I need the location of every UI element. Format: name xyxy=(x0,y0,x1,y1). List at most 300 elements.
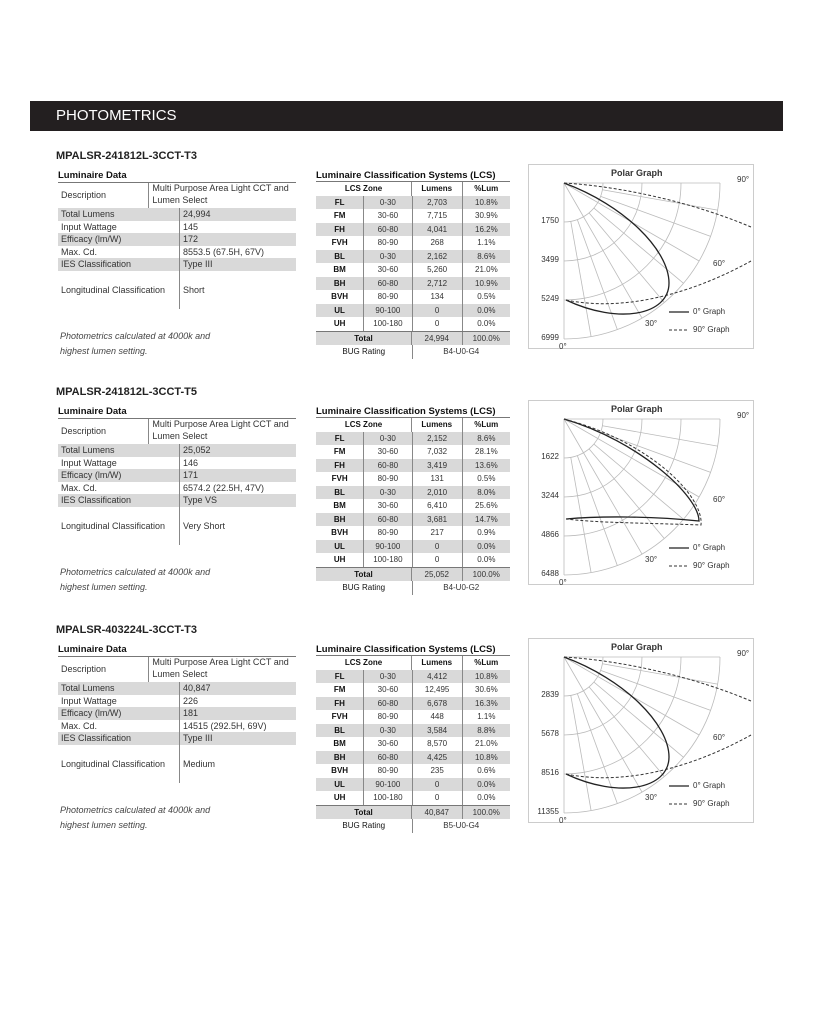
lcs-cell: 0 xyxy=(412,553,462,567)
lcs-row xyxy=(316,764,510,778)
lcs-cell: BM xyxy=(316,737,364,751)
lcs-cell: BVH xyxy=(316,764,364,778)
lcs-header-row xyxy=(316,418,510,432)
bug-rating-row xyxy=(316,345,510,359)
curve-0-deg xyxy=(564,183,669,314)
lcs-cell: 0.0% xyxy=(462,791,510,805)
legend-90-label: 90° Graph xyxy=(693,561,730,570)
polar-spoke xyxy=(602,426,717,446)
lcs-cell: BL xyxy=(316,486,364,500)
curve-0-deg xyxy=(564,657,669,788)
total-lumens: 24,994 xyxy=(411,332,461,346)
lcs-cell: 5,260 xyxy=(412,263,462,277)
lcs-cell: 90-100 xyxy=(375,541,401,551)
lcs-cell: 30-60 xyxy=(377,739,399,748)
row-label: Total Lumens xyxy=(58,682,180,695)
lcs-heading: Luminaire Classification Systems (LCS) xyxy=(316,644,510,656)
row-label: Max. Cd. xyxy=(58,482,180,495)
lcs-row xyxy=(316,683,510,697)
lcs-cell: 8.6% xyxy=(462,250,510,264)
bug-label: BUG Rating xyxy=(342,821,386,830)
col-header: Lumens xyxy=(411,656,461,670)
luminaire-data-row xyxy=(58,419,296,444)
row-value: Multi Purpose Area Light CCT and Lumen Select xyxy=(152,183,289,205)
lcs-cell: 8.6% xyxy=(462,432,510,446)
lcs-total-row xyxy=(316,331,510,346)
lcs-cell: 4,425 xyxy=(412,751,462,765)
lcs-row xyxy=(316,223,510,237)
col-header: LCS Zone xyxy=(344,184,383,193)
lcs-cell: 25.6% xyxy=(462,499,510,513)
polar-title: Polar Graph xyxy=(611,642,663,652)
luminaire-data-row xyxy=(58,494,296,507)
lcs-cell: 2,712 xyxy=(412,277,462,291)
polar-graph-svg xyxy=(529,639,753,822)
lcs-cell: UL xyxy=(316,778,364,792)
lcs-cell: 2,703 xyxy=(412,196,462,210)
header-title: PHOTOMETRICS xyxy=(56,107,177,124)
lcs-cell: 30-60 xyxy=(377,685,399,694)
product-section xyxy=(0,150,818,386)
col-header: %Lum xyxy=(462,656,511,670)
luminaire-data-row xyxy=(58,221,296,234)
lcs-cell: BM xyxy=(316,263,364,277)
row-value: Short xyxy=(183,284,205,295)
lcs-cell: 0.6% xyxy=(462,764,510,778)
polar-graph xyxy=(528,400,754,585)
row-value: 25,052 xyxy=(183,445,211,455)
ring-label: 6999 xyxy=(541,333,559,342)
lcs-cell: 0.0% xyxy=(462,778,510,792)
luminaire-data-row xyxy=(58,444,296,457)
lcs-header-row xyxy=(316,656,510,670)
row-value: Type III xyxy=(183,733,213,743)
lcs-cell: 8.8% xyxy=(462,724,510,738)
ring-label: 5249 xyxy=(541,294,559,303)
lcs-header-row xyxy=(316,182,510,196)
lcs-cell: UL xyxy=(316,304,364,318)
lcs-cell: 30-60 xyxy=(377,211,399,220)
product-title: MPALSR-241812L-3CCT-T5 xyxy=(56,386,197,398)
note-line: Photometrics calculated at 4000k and xyxy=(60,330,211,341)
row-label: Description xyxy=(58,419,149,444)
row-label: Total Lumens xyxy=(58,208,180,221)
lcs-cell: 60-80 xyxy=(377,278,399,288)
row-value: Very Short xyxy=(183,520,226,531)
lcs-row xyxy=(316,670,510,684)
ring-label: 11355 xyxy=(537,807,559,816)
lcs-row xyxy=(316,526,510,540)
lcs-cell: 21.0% xyxy=(462,737,510,751)
polar-title: Polar Graph xyxy=(611,404,663,414)
row-value: Type III xyxy=(183,259,213,269)
polar-spoke xyxy=(571,695,591,810)
lcs-cell: 3,681 xyxy=(412,513,462,527)
lcs-cell: 217 xyxy=(412,526,462,540)
lcs-cell: 2,010 xyxy=(412,486,462,500)
lcs-heading: Luminaire Classification Systems (LCS) xyxy=(316,170,510,182)
product-title: MPALSR-241812L-3CCT-T3 xyxy=(56,150,197,162)
lcs-row xyxy=(316,540,510,554)
luminaire-data-row xyxy=(58,457,296,470)
row-label: Description xyxy=(58,657,149,682)
lcs-row xyxy=(316,304,510,318)
legend-90-label: 90° Graph xyxy=(693,799,730,808)
luminaire-data-row xyxy=(58,745,296,783)
lcs-cell: 6,678 xyxy=(412,697,462,711)
luminaire-data-table xyxy=(58,644,296,833)
lcs-cell: 8.0% xyxy=(462,486,510,500)
bug-value: B4-U0-G4 xyxy=(412,345,511,359)
lcs-cell: 0.0% xyxy=(462,317,510,331)
row-label: Efficacy (lm/W) xyxy=(58,707,180,720)
lcs-cell: 28.1% xyxy=(462,445,510,459)
luminaire-data-table xyxy=(58,406,296,595)
curve-90-deg xyxy=(564,657,751,701)
lcs-row xyxy=(316,724,510,738)
lcs-cell: 90-100 xyxy=(375,305,401,315)
row-label: IES Classification xyxy=(58,732,180,745)
lcs-cell: 30-60 xyxy=(377,265,399,274)
polar-graph-svg xyxy=(529,401,753,584)
lcs-cell: 7,715 xyxy=(412,209,462,223)
row-value: Multi Purpose Area Light CCT and Lumen Select xyxy=(152,657,289,679)
lcs-cell: 3,419 xyxy=(412,459,462,473)
curve-90-deg xyxy=(564,183,751,227)
lcs-cell: FH xyxy=(316,459,364,473)
lcs-cell: 3,584 xyxy=(412,724,462,738)
lcs-cell: 235 xyxy=(412,764,462,778)
note-line: Photometrics calculated at 4000k and xyxy=(60,566,211,577)
lcs-cell: FL xyxy=(316,670,364,684)
row-label: Max. Cd. xyxy=(58,720,180,733)
lcs-cell: 80-90 xyxy=(377,292,399,301)
lcs-cell: 8,570 xyxy=(412,737,462,751)
lcs-cell: 80-90 xyxy=(377,766,399,775)
luminaire-data-row xyxy=(58,246,296,259)
lcs-cell: 0 xyxy=(412,791,462,805)
polar-graph xyxy=(528,638,754,823)
row-value: 14515 (292.5H, 69V) xyxy=(183,720,267,731)
angle-label: 30° xyxy=(645,555,658,564)
lcs-cell: FM xyxy=(316,445,364,459)
polar-spoke xyxy=(602,664,717,684)
row-label: Description xyxy=(58,183,149,208)
lcs-cell: UH xyxy=(316,317,364,331)
lcs-cell: 30.6% xyxy=(462,683,510,697)
lcs-total-row xyxy=(316,805,510,820)
product-section xyxy=(0,624,818,860)
row-value: 145 xyxy=(183,221,199,232)
total-pct: 100.0% xyxy=(462,806,511,820)
col-header: %Lum xyxy=(462,418,511,432)
legend-0-label: 0° Graph xyxy=(693,307,726,316)
lcs-cell: FVH xyxy=(316,710,364,724)
lcs-cell: 16.2% xyxy=(462,223,510,237)
lcs-cell: 0.0% xyxy=(462,304,510,318)
row-value: Medium xyxy=(183,758,216,769)
polar-spoke xyxy=(577,456,617,566)
row-label: Input Wattage xyxy=(58,695,180,708)
luminaire-data-row xyxy=(58,507,296,545)
lcs-cell: 0 xyxy=(412,540,462,554)
lcs-cell: 0-30 xyxy=(379,487,396,497)
luminaire-data-row xyxy=(58,469,296,482)
lcs-row xyxy=(316,196,510,210)
lcs-cell: 80-90 xyxy=(377,238,399,247)
lcs-cell: 10.9% xyxy=(462,277,510,291)
lcs-row xyxy=(316,486,510,500)
row-value: 171 xyxy=(183,470,199,480)
lcs-cell: 100-180 xyxy=(373,793,403,802)
lcs-cell: 0-30 xyxy=(379,197,396,207)
lcs-row xyxy=(316,778,510,792)
luminaire-data-row xyxy=(58,271,296,309)
lcs-cell: BH xyxy=(316,513,364,527)
lcs-cell: 0-30 xyxy=(379,671,396,681)
bug-rating-row xyxy=(316,581,510,595)
lcs-cell: FVH xyxy=(316,236,364,250)
lcs-cell: 0.5% xyxy=(462,290,510,304)
row-label: Max. Cd. xyxy=(58,246,180,259)
row-label: Efficacy (lm/W) xyxy=(58,469,180,482)
bug-value: B5-U0-G4 xyxy=(412,819,511,833)
lcs-total-row xyxy=(316,567,510,582)
polar-spoke xyxy=(601,196,711,236)
row-label: Efficacy (lm/W) xyxy=(58,233,180,246)
row-label: Longitudinal Classification xyxy=(58,507,180,545)
lcs-cell: BL xyxy=(316,250,364,264)
lcs-row xyxy=(316,791,510,805)
lcs-row xyxy=(316,277,510,291)
lcs-cell: 134 xyxy=(412,290,462,304)
row-value: 226 xyxy=(183,695,199,706)
lcs-row xyxy=(316,236,510,250)
lcs-cell: 14.7% xyxy=(462,513,510,527)
lcs-cell: 100-180 xyxy=(373,319,403,328)
photometrics-note xyxy=(58,565,296,595)
lcs-cell: 60-80 xyxy=(377,752,399,762)
angle-label: 60° xyxy=(713,495,726,504)
row-value: 24,994 xyxy=(183,209,211,219)
ring-label: 1750 xyxy=(541,216,559,225)
lcs-row xyxy=(316,499,510,513)
lcs-cell: 60-80 xyxy=(377,514,399,524)
luminaire-data-row xyxy=(58,720,296,733)
ring-label: 2839 xyxy=(541,690,559,699)
lcs-row xyxy=(316,445,510,459)
total-label: Total xyxy=(354,569,373,579)
lcs-cell: 10.8% xyxy=(462,670,510,684)
product-section xyxy=(0,386,818,622)
lcs-row xyxy=(316,250,510,264)
lcs-cell: BM xyxy=(316,499,364,513)
lcs-cell: BH xyxy=(316,277,364,291)
lcs-row xyxy=(316,697,510,711)
polar-spoke xyxy=(601,670,711,710)
lcs-cell: 0-30 xyxy=(379,433,396,443)
row-label: Input Wattage xyxy=(58,457,180,470)
angle-label: 0° xyxy=(559,578,567,587)
lcs-row xyxy=(316,553,510,567)
lcs-row xyxy=(316,751,510,765)
ring-label: 6488 xyxy=(541,569,559,578)
lcs-cell: 0.9% xyxy=(462,526,510,540)
polar-spoke xyxy=(602,190,717,210)
lcs-cell: 1.1% xyxy=(462,236,510,250)
angle-label: 30° xyxy=(645,793,658,802)
luminaire-data-row xyxy=(58,208,296,221)
note-line: highest lumen setting. xyxy=(60,581,148,592)
bug-value: B4-U0-G2 xyxy=(412,581,511,595)
lcs-cell: 80-90 xyxy=(377,474,399,483)
row-label: Longitudinal Classification xyxy=(58,745,180,783)
polar-graph-svg xyxy=(529,165,753,348)
lcs-row xyxy=(316,263,510,277)
angle-label: 90° xyxy=(737,175,750,184)
total-pct: 100.0% xyxy=(462,332,511,346)
bug-label: BUG Rating xyxy=(342,583,386,592)
bug-rating-row xyxy=(316,819,510,833)
lcs-cell: 0.5% xyxy=(462,472,510,486)
lcs-cell: 2,152 xyxy=(412,432,462,446)
lcs-cell: 4,041 xyxy=(412,223,462,237)
lcs-cell: 0-30 xyxy=(379,251,396,261)
lcs-cell: FH xyxy=(316,697,364,711)
col-header: %Lum xyxy=(462,182,511,196)
lcs-cell: 268 xyxy=(412,236,462,250)
legend-0-label: 0° Graph xyxy=(693,781,726,790)
lcs-cell: 30-60 xyxy=(377,447,399,456)
luminaire-data-heading: Luminaire Data xyxy=(58,644,296,657)
curve-90-deg xyxy=(564,419,701,525)
luminaire-data-heading: Luminaire Data xyxy=(58,406,296,419)
lcs-row xyxy=(316,472,510,486)
polar-graph xyxy=(528,164,754,349)
photometrics-note xyxy=(58,329,296,359)
lcs-cell: UH xyxy=(316,553,364,567)
row-value: 181 xyxy=(183,708,199,718)
row-value: 172 xyxy=(183,234,199,244)
lcs-cell: 30.9% xyxy=(462,209,510,223)
lcs-cell: UH xyxy=(316,791,364,805)
bug-label: BUG Rating xyxy=(342,347,386,356)
curve-0-deg xyxy=(564,419,699,521)
lcs-row xyxy=(316,317,510,331)
lcs-cell: FH xyxy=(316,223,364,237)
lcs-cell: 448 xyxy=(412,710,462,724)
luminaire-data-heading: Luminaire Data xyxy=(58,170,296,183)
total-label: Total xyxy=(354,333,373,343)
luminaire-data-row xyxy=(58,183,296,208)
ring-label: 4866 xyxy=(541,530,559,539)
row-value: 40,847 xyxy=(183,683,211,693)
ring-label: 1622 xyxy=(541,452,559,461)
lcs-cell: FL xyxy=(316,196,364,210)
lcs-cell: 60-80 xyxy=(377,224,399,234)
lcs-cell: BH xyxy=(316,751,364,765)
note-line: highest lumen setting. xyxy=(60,345,148,356)
lcs-row xyxy=(316,459,510,473)
lcs-cell: 21.0% xyxy=(462,263,510,277)
lcs-cell: 80-90 xyxy=(377,528,399,537)
lcs-row xyxy=(316,513,510,527)
total-pct: 100.0% xyxy=(462,568,511,582)
lcs-cell: 12,495 xyxy=(412,683,462,697)
lcs-row xyxy=(316,290,510,304)
lcs-cell: 0 xyxy=(412,317,462,331)
angle-label: 90° xyxy=(737,649,750,658)
row-value: 146 xyxy=(183,457,199,468)
note-line: highest lumen setting. xyxy=(60,819,148,830)
row-value: 8553.5 (67.5H, 67V) xyxy=(183,246,265,257)
section-header xyxy=(30,101,783,131)
row-value: 6574.2 (22.5H, 47V) xyxy=(183,482,265,493)
lcs-cell: 10.8% xyxy=(462,751,510,765)
luminaire-data-table xyxy=(58,170,296,359)
luminaire-data-row xyxy=(58,682,296,695)
luminaire-data-row xyxy=(58,482,296,495)
lcs-cell: 10.8% xyxy=(462,196,510,210)
lcs-cell: 100-180 xyxy=(373,555,403,564)
lcs-cell: BL xyxy=(316,724,364,738)
row-label: Total Lumens xyxy=(58,444,180,457)
angle-label: 0° xyxy=(559,342,567,351)
lcs-cell: BVH xyxy=(316,290,364,304)
row-label: IES Classification xyxy=(58,258,180,271)
lcs-cell: 80-90 xyxy=(377,712,399,721)
col-header: LCS Zone xyxy=(344,420,383,429)
lcs-table xyxy=(316,406,510,595)
col-header: Lumens xyxy=(411,182,461,196)
lcs-row xyxy=(316,710,510,724)
lcs-cell: 0 xyxy=(412,778,462,792)
lcs-cell: 0-30 xyxy=(379,725,396,735)
lcs-cell: 13.6% xyxy=(462,459,510,473)
lcs-cell: 60-80 xyxy=(377,698,399,708)
row-value: Type VS xyxy=(183,495,218,505)
angle-label: 0° xyxy=(559,816,567,825)
row-label: Longitudinal Classification xyxy=(58,271,180,309)
row-label: Input Wattage xyxy=(58,221,180,234)
lcs-heading: Luminaire Classification Systems (LCS) xyxy=(316,406,510,418)
lcs-table xyxy=(316,644,510,833)
note-line: Photometrics calculated at 4000k and xyxy=(60,804,211,815)
luminaire-data-row xyxy=(58,707,296,720)
lcs-cell: FL xyxy=(316,432,364,446)
lcs-cell: 60-80 xyxy=(377,460,399,470)
lcs-cell: 4,412 xyxy=(412,670,462,684)
lcs-cell: 0.0% xyxy=(462,553,510,567)
luminaire-data-row xyxy=(58,258,296,271)
lcs-table xyxy=(316,170,510,359)
angle-label: 30° xyxy=(645,319,658,328)
photometrics-note xyxy=(58,803,296,833)
lcs-cell: 90-100 xyxy=(375,779,401,789)
total-lumens: 40,847 xyxy=(411,806,461,820)
lcs-row xyxy=(316,209,510,223)
col-header: Lumens xyxy=(411,418,461,432)
lcs-cell: 131 xyxy=(412,472,462,486)
lcs-cell: 30-60 xyxy=(377,501,399,510)
ring-label: 5678 xyxy=(541,729,559,738)
angle-label: 60° xyxy=(713,259,726,268)
polar-title: Polar Graph xyxy=(611,168,663,178)
lcs-cell: FM xyxy=(316,683,364,697)
lcs-cell: BVH xyxy=(316,526,364,540)
lcs-cell: 0 xyxy=(412,304,462,318)
lcs-cell: 6,410 xyxy=(412,499,462,513)
